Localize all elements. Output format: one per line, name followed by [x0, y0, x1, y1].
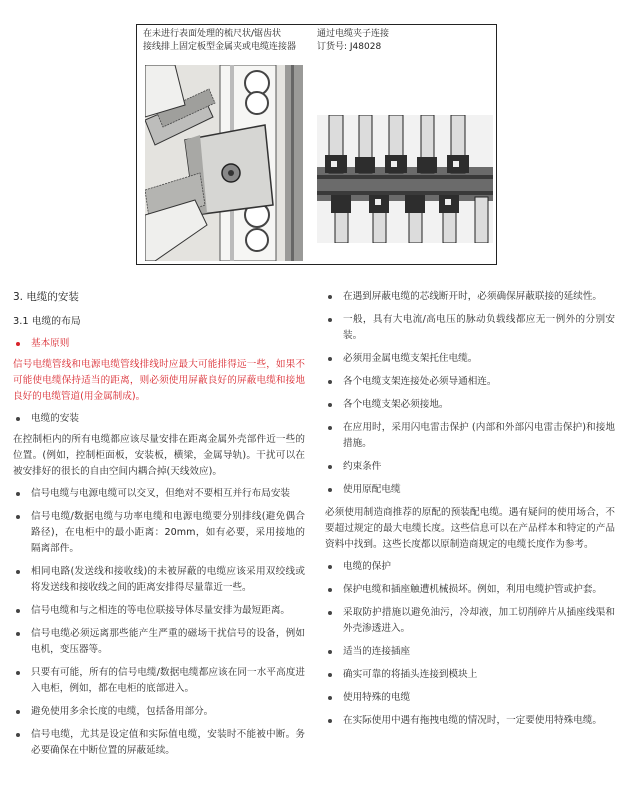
red-paragraph: 信号电缆管线和电源电缆管线排线时应最大可能排得远一些，如果不可能使电缆保持适当的距离，则必须使用屏蔽良好的屏蔽电缆和接地良好的电缆管道(用金属制成)。: [13, 359, 305, 402]
list-item: 使用特殊的电缆: [325, 690, 615, 706]
list-item: 信号电缆和与之相连的等电位联接导体尽量安排为最短距离。: [13, 603, 305, 619]
original-cable-paragraph: 必须使用制造商推荐的原配的预装配电缆。遇有疑问的使用场合，不要超过规定的最大电缆长度。这些信息可以在产品样本和特定的产品资料中找到。这些长度都以原制造商规定的电缆长度作为参考。: [325, 507, 615, 550]
clamp-photo: [145, 65, 303, 261]
section-title: 3. 电缆的安装: [13, 291, 79, 303]
list-item: 采取防护措施以避免油污，冷却液，加工切削碎片从插座线渠和外壳渗透进入。: [325, 605, 615, 637]
subsection-title: 3.1 电缆的布局: [13, 316, 81, 327]
right-bullet-list-a: [325, 289, 615, 498]
list-item: 各个电缆支架连接处必须导通相连。: [325, 374, 615, 390]
list-item: 信号电缆/数据电缆与功率电缆和电源电缆要分别排线(避免偶合路径)，在电柜中的最小距离：20mm，如有必要，采用接地的隔离部件。: [13, 509, 305, 557]
cable-clip-photo: [317, 115, 493, 243]
list-item: 必须用金属电缆支架托住电缆。: [325, 351, 615, 367]
list-item: 避免使用多余长度的电缆，包括备用部分。: [13, 704, 305, 720]
install-heading: 电缆的安装: [13, 411, 305, 427]
list-item: 信号电缆，尤其是设定值和实际值电缆，安装时不能被中断。务必要确保在中断位置的屏蔽延续。: [13, 727, 305, 759]
list-item: 在实际使用中遇有拖拽电缆的情况时，一定要使用特殊电缆。: [325, 713, 615, 729]
right-bullet-list-b: [325, 559, 615, 729]
basic-principle-item: 基本原则: [13, 336, 305, 352]
list-item: 在遇到屏蔽电缆的芯线断开时，必须确保屏蔽联接的延续性。: [325, 289, 615, 305]
list-item: 保护电缆和插座触遭机械损坏。例如，利用电缆护管或护套。: [325, 582, 615, 598]
list-item: 只要有可能，所有的信号电缆/数据电缆都应该在同一水平高度进入电柜，例如，都在电柜的底部进入。: [13, 665, 305, 697]
list-item: 适当的连接插座: [325, 644, 615, 660]
list-item: 信号电缆必须远离那些能产生严重的磁场干扰信号的设备，例如电机，变压器等。: [13, 626, 305, 658]
install-paragraph: 在控制柜内的所有电缆都应该尽量安排在距离金属外壳部件近一些的位置。(例如，控制柜面板，安装板，横梁，金属导轨)。干扰可以在被安排好的很长的自由空间内耦合掉(天线效应)。: [13, 434, 305, 477]
list-item: 使用原配电缆: [325, 482, 615, 498]
right-column: [325, 289, 615, 736]
figure-caption-right: 通过电缆夹子连接 订货号: J48028: [317, 29, 390, 52]
list-item: 约束条件: [325, 459, 615, 475]
list-item: 各个电缆支架必须接地。: [325, 397, 615, 413]
list-item: 确实可靠的将插头连接到模块上: [325, 667, 615, 683]
list-item: 信号电缆与电源电缆可以交叉，但绝对不要相互并行布局安装: [13, 486, 305, 502]
list-item: 一般，具有大电流/高电压的脉动负载线都应无一例外的分别安装。: [325, 312, 615, 344]
list-item: 相同电路(发送线和接收线)的未被屏蔽的电缆应该采用双绞线或将发送线和接收线之间的距离安排得尽量靠近一些。: [13, 564, 305, 596]
left-bullet-list: [13, 486, 305, 759]
list-item: 电缆的保护: [325, 559, 615, 575]
figure-caption-left: 在未进行表面处理的梳尺状/锯齿状 接线排上固定板型金属夹或电缆连接器: [143, 29, 297, 52]
left-column: [13, 289, 305, 766]
figure: [136, 24, 497, 265]
list-item: 在应用时，采用闪电雷击保护 (内部和外部闪电雷击保护)和接地措施。: [325, 420, 615, 452]
